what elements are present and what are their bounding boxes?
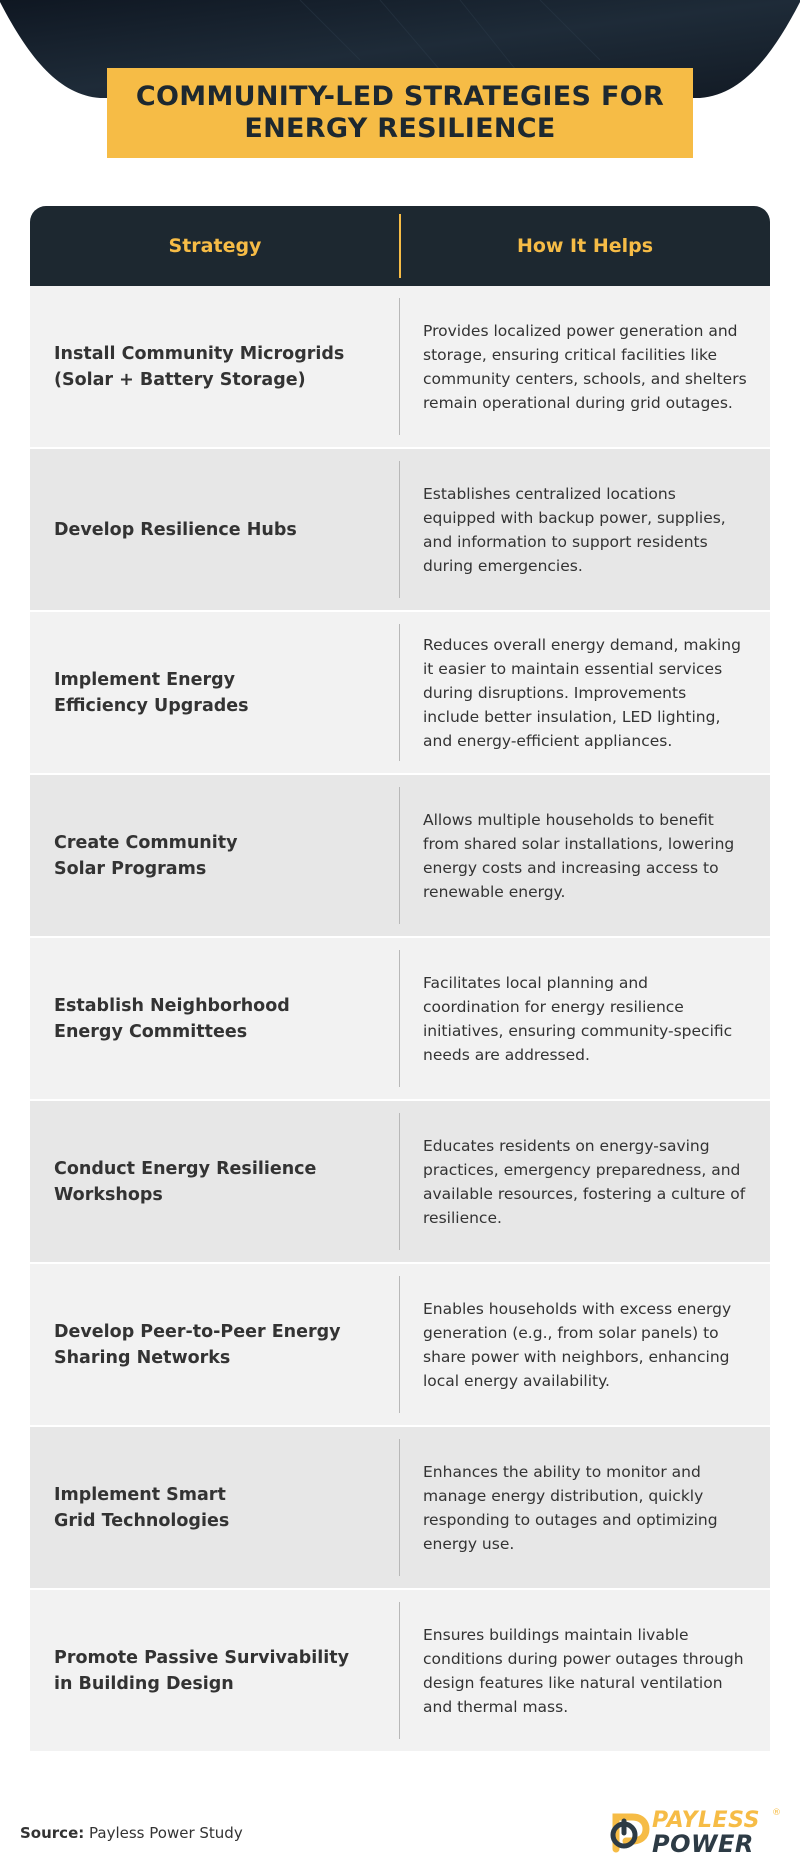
logo-word-1: PAYLESS (652, 1808, 760, 1833)
help-line: Enhances the ability to monitor and (423, 1462, 701, 1481)
help-line: available resources, fostering a culture of (423, 1184, 746, 1203)
table-row (30, 449, 770, 610)
how-it-helps-cell (400, 1101, 770, 1262)
source-text: Payless Power Study (89, 1824, 243, 1842)
row-divider (399, 1439, 400, 1576)
help-line: and information to support residents (423, 532, 708, 551)
table-row (30, 938, 770, 1099)
header-divider (399, 214, 401, 278)
power-symbol-icon (606, 1809, 650, 1857)
help-line: coordination for energy resilience (423, 997, 684, 1016)
help-line: generation (e.g., from solar panels) to (423, 1323, 719, 1342)
help-line: manage energy distribution, quickly (423, 1486, 704, 1505)
strategy-line: in Building Design (54, 1673, 234, 1694)
help-line: and thermal mass. (423, 1697, 569, 1716)
help-line: Ensures buildings maintain livable (423, 1625, 689, 1644)
help-line: during disruptions. Improvements (423, 683, 687, 702)
help-line: include better insulation, LED lighting, (423, 707, 721, 726)
help-line: Educates residents on energy-saving (423, 1136, 710, 1155)
table-row (30, 1101, 770, 1262)
strategy-cell (30, 286, 400, 447)
how-it-helps-cell (400, 1264, 770, 1425)
row-divider (399, 298, 400, 435)
title-banner (107, 68, 693, 158)
strategy-line: Implement Energy (54, 669, 236, 690)
strategy-cell (30, 1590, 400, 1751)
table-row (30, 1427, 770, 1588)
help-line: Allows multiple households to benefit (423, 810, 714, 829)
header-how-it-helps: How It Helps (516, 235, 654, 257)
help-line: during emergencies. (423, 556, 583, 575)
help-line: resilience. (423, 1208, 502, 1227)
strategy-line: Grid Technologies (54, 1510, 230, 1531)
strategy-line: Install Community Microgrids (54, 343, 345, 364)
strategy-line: Conduct Energy Resilience (54, 1158, 317, 1179)
payless-power-logo (606, 1808, 782, 1858)
table-row (30, 1264, 770, 1425)
strategy-cell (30, 612, 400, 773)
how-it-helps-cell (400, 1427, 770, 1588)
strategy-line: Implement Smart (54, 1484, 226, 1505)
table-row (30, 612, 770, 773)
help-line: remain operational during grid outages. (423, 393, 733, 412)
strategy-line: Efficiency Upgrades (54, 695, 249, 716)
how-it-helps-cell (400, 775, 770, 936)
help-line: community centers, schools, and shelters (423, 369, 747, 388)
table-row (30, 775, 770, 936)
how-it-helps-cell (400, 286, 770, 447)
header-strategy: Strategy (168, 235, 262, 257)
row-divider (399, 1113, 400, 1250)
help-line: energy use. (423, 1534, 515, 1553)
strategy-line: Workshops (54, 1184, 163, 1205)
help-line: storage, ensuring critical facilities like (423, 345, 717, 364)
strategy-line: Sharing Networks (54, 1347, 231, 1368)
strategy-cell (30, 938, 400, 1099)
help-line: needs are addressed. (423, 1045, 590, 1064)
help-line: from shared solar installations, lowering (423, 834, 735, 853)
strategy-cell (30, 1101, 400, 1262)
table-row (30, 1590, 770, 1751)
strategy-line: Solar Programs (54, 858, 207, 879)
strategy-line: Develop Peer-to-Peer Energy (54, 1321, 341, 1342)
help-line: Enables households with excess energy (423, 1299, 732, 1318)
strategy-line: Create Community (54, 832, 238, 853)
title-line-1: COMMUNITY-LED STRATEGIES FOR (135, 81, 665, 112)
help-line: practices, emergency preparedness, and (423, 1160, 741, 1179)
help-line: local energy availability. (423, 1371, 610, 1390)
strategy-line: Energy Committees (54, 1021, 248, 1042)
source-note (20, 1824, 243, 1842)
help-line: Reduces overall energy demand, making (423, 635, 741, 654)
strategies-table (30, 206, 770, 1751)
logo-registered-mark: ® (772, 1808, 781, 1818)
help-line: energy costs and increasing access to (423, 858, 719, 877)
help-line: Facilitates local planning and (423, 973, 649, 992)
strategy-cell (30, 1427, 400, 1588)
help-line: conditions during power outages through (423, 1649, 744, 1668)
help-line: share power with neighbors, enhancing (423, 1347, 730, 1366)
row-divider (399, 950, 400, 1087)
help-line: responding to outages and optimizing (423, 1510, 718, 1529)
how-it-helps-cell (400, 938, 770, 1099)
help-line: equipped with backup power, supplies, (423, 508, 726, 527)
strategy-line: Develop Resilience Hubs (54, 519, 297, 540)
title-line-2: ENERGY RESILIENCE (244, 113, 556, 144)
strategy-cell (30, 1264, 400, 1425)
strategy-cell (30, 449, 400, 610)
table-header (30, 206, 770, 286)
help-line: Establishes centralized locations (423, 484, 676, 503)
source-label: Source: (20, 1824, 85, 1842)
strategy-line: Establish Neighborhood (54, 995, 290, 1016)
row-divider (399, 624, 400, 761)
help-line: design features like natural ventilation (423, 1673, 723, 1692)
help-line: and energy-efficient appliances. (423, 731, 673, 750)
help-line: Provides localized power generation and (423, 321, 738, 340)
table-row (30, 286, 770, 447)
strategy-cell (30, 775, 400, 936)
help-line: it easier to maintain essential services (423, 659, 723, 678)
how-it-helps-cell (400, 449, 770, 610)
row-divider (399, 1602, 400, 1739)
row-divider (399, 787, 400, 924)
table-body (30, 286, 770, 1751)
strategy-line: (Solar + Battery Storage) (54, 369, 306, 390)
how-it-helps-cell (400, 612, 770, 773)
logo-word-2: POWER (652, 1830, 754, 1858)
strategy-line: Promote Passive Survivability (54, 1647, 350, 1668)
how-it-helps-cell (400, 1590, 770, 1751)
help-line: renewable energy. (423, 882, 566, 901)
help-line: initiatives, ensuring community-specific (423, 1021, 733, 1040)
row-divider (399, 461, 400, 598)
row-divider (399, 1276, 400, 1413)
